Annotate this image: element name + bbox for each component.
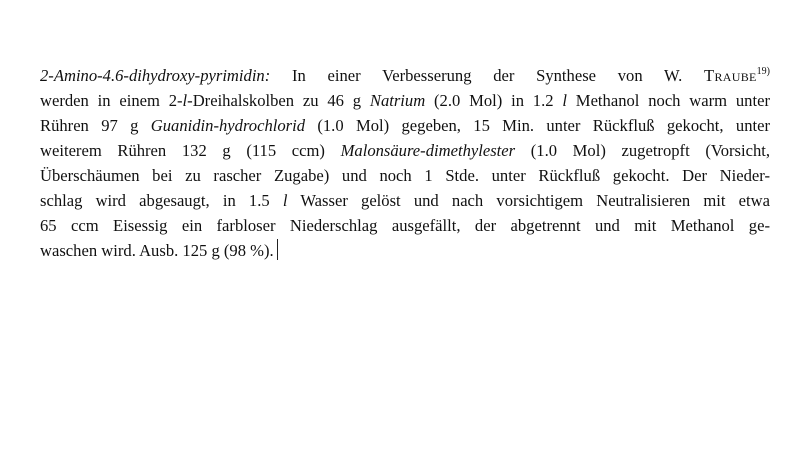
line-3-text-b: (1.0 Mol) gegeben, 15 Min. unter Rückfluß gekocht, unter xyxy=(305,116,770,135)
reagent-natrium: Natrium xyxy=(369,91,426,110)
author-name: Traube xyxy=(704,66,757,85)
line-5-text: Überschäumen bei zu rascher Zugabe) und noch 1 Stde. unter Rückfluß gekocht. Der Nieder- xyxy=(40,166,770,185)
reagent-guanidin: Guanidin-hydrochlorid xyxy=(150,116,306,135)
line-3-text-a: Rühren 97 g xyxy=(40,116,151,135)
line-4-text-b: (1.0 Mol) zugetropft (Vorsicht, xyxy=(515,141,770,160)
text-line-6 xyxy=(40,188,770,213)
citation-ref: 19) xyxy=(756,66,770,77)
line-7-text: 65 ccm Eisessig ein farbloser Niederschlag ausgefällt, der abgetrennt und mit Methanol ge- xyxy=(40,216,770,235)
line-2-text-b: -Dreihalskolben zu 46 g xyxy=(187,91,370,110)
line-1-text: In einer Verbesserung der Synthese von W. xyxy=(270,66,705,85)
text-line-5 xyxy=(40,163,770,188)
line-6-text-b: Wasser gelöst und nach vorsichtigem Neutralisieren mit etwa xyxy=(287,191,770,210)
line-2-text-a: werden in einem 2- xyxy=(40,91,183,110)
text-line-8 xyxy=(40,238,770,263)
line-8-text: waschen wird. Ausb. 125 g (98 %). xyxy=(40,241,274,260)
reagent-malonester: Malonsäure-dimethylester xyxy=(340,141,516,160)
line-4-text-a: weiterem Rühren 132 g (115 ccm) xyxy=(40,141,341,160)
compound-title: 2-Amino-4.6-dihydroxy-pyrimidin: xyxy=(40,66,271,85)
line-2-text-d: Methanol noch warm unter xyxy=(567,91,770,110)
text-line-7 xyxy=(40,213,770,238)
text-line-4 xyxy=(40,138,770,163)
text-line-3 xyxy=(40,113,770,138)
text-line-1 xyxy=(40,63,770,88)
procedure-paragraph xyxy=(40,63,770,263)
unit-liter: l xyxy=(182,91,188,110)
unit-liter-3: l xyxy=(282,191,288,210)
text-line-2 xyxy=(40,88,770,113)
unit-liter-2: l xyxy=(562,91,567,110)
line-2-text-c: (2.0 Mol) in 1.2 xyxy=(425,91,563,110)
text-cursor[interactable] xyxy=(277,239,278,260)
line-6-text-a: schlag wird abgesaugt, in 1.5 xyxy=(40,191,283,210)
